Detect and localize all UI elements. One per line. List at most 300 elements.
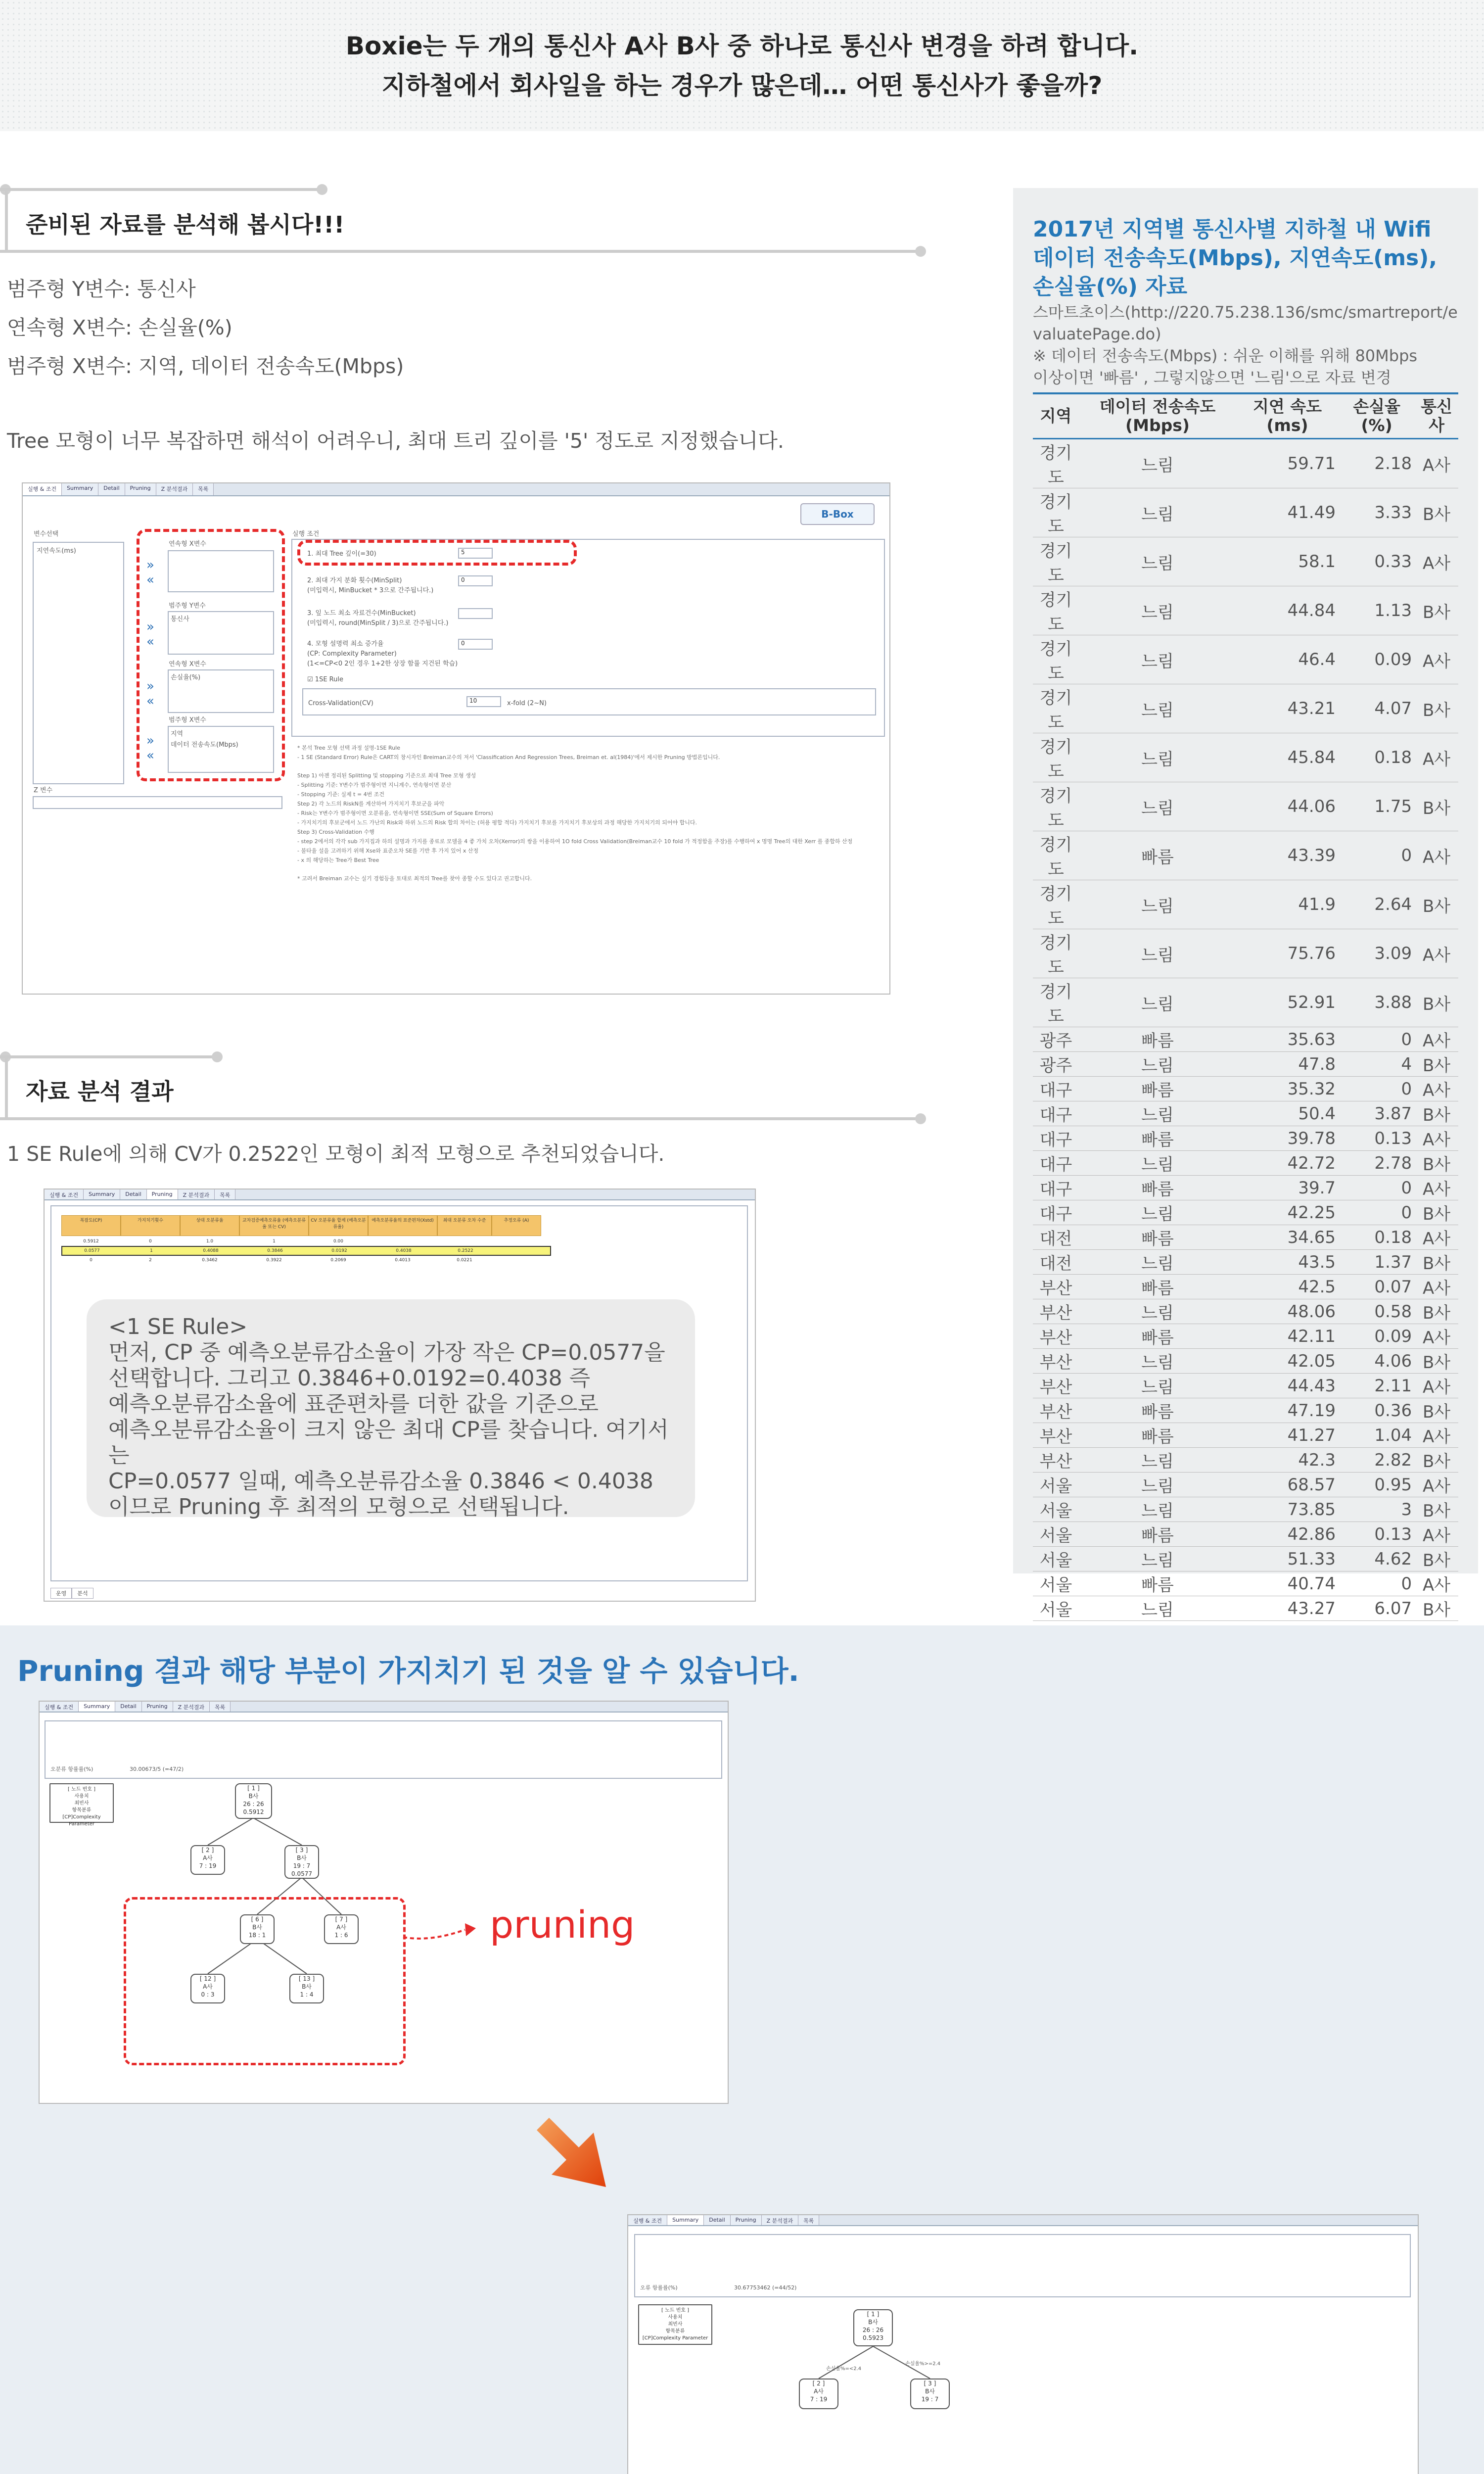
cell-region: 대구: [1033, 1101, 1079, 1126]
cont-x-label: 연속형 X변수: [169, 661, 206, 668]
tab-z-result[interactable]: Z 분석결과: [173, 1702, 210, 1712]
max-depth-input[interactable]: 5: [458, 548, 493, 559]
cell-carrier: B사: [1415, 1448, 1458, 1473]
cat-x-value-2: 데이터 전송속도(Mbps): [171, 741, 238, 749]
cell-region: 서울: [1033, 1571, 1079, 1596]
cell-speed: 느림: [1079, 1547, 1236, 1571]
tree-node-3[interactable]: [910, 2379, 950, 2409]
cell-region: 경기도: [1033, 635, 1079, 684]
node-id: [ 7 ]: [335, 1916, 348, 1923]
move-right-icon[interactable]: »: [146, 733, 154, 748]
cell-latency: 50.4: [1236, 1101, 1339, 1126]
tab-run[interactable]: 실행 & 조건: [45, 1189, 84, 1199]
split-right-label: 손실율%>=2.4: [905, 2361, 941, 2367]
variable-list[interactable]: [33, 542, 124, 784]
cell-region: 부산: [1033, 1374, 1079, 1398]
cell: 0.0192: [331, 1248, 347, 1253]
cell-speed: 느림: [1079, 1497, 1236, 1522]
header-line-2: 지하철에서 회사일을 하는 경우가 많은데… 어떤 통신사가 좋을까?: [381, 71, 1103, 100]
node-count: 0 : 3: [201, 1991, 215, 1998]
pruning-title: Pruning 결과 해당 부분이 가지치기 된 것을 알 수 있습니다.: [17, 1654, 799, 1688]
tree-node-1[interactable]: [235, 1783, 272, 1819]
cell-speed: 느림: [1079, 1052, 1236, 1077]
summary-value: 30.00673/5 (=47/2): [130, 1766, 184, 1772]
node-count: 7 : 19: [199, 1862, 217, 1869]
cell-speed: 빠름: [1079, 1324, 1236, 1349]
cell-carrier: B사: [1415, 1349, 1458, 1374]
tab-list[interactable]: 목록: [215, 1189, 235, 1199]
cell-speed: 느림: [1079, 537, 1236, 586]
source-line: valuatePage.do): [1033, 325, 1161, 343]
table-row: [1033, 1250, 1458, 1275]
deco-dot: [915, 246, 926, 257]
var-y: 범주형 Y변수: 통신사: [7, 277, 196, 301]
divider: [0, 1055, 218, 1058]
cell-carrier: B사: [1415, 978, 1458, 1027]
cat-x-value-1: 지역: [171, 730, 184, 738]
cell-loss: 2.18: [1339, 439, 1415, 488]
note-line: 이므로 Pruning 후 최적의 모형으로 선택됩니다.: [108, 1494, 569, 1520]
node-id: [ 3 ]: [924, 2380, 936, 2387]
tab-bar: [23, 483, 889, 496]
cell-loss: 0.18: [1339, 1225, 1415, 1250]
cell-loss: 0.13: [1339, 1522, 1415, 1547]
col-header: 교차검증예측오류율 (예측오분류율 또는 CV): [239, 1215, 309, 1236]
col-region: 지역: [1033, 393, 1079, 439]
cell-latency: 42.11: [1236, 1324, 1339, 1349]
cell-loss: 0.13: [1339, 1126, 1415, 1151]
cell-latency: 43.39: [1236, 831, 1339, 880]
cell-region: 경기도: [1033, 439, 1079, 488]
cell-loss: 3.88: [1339, 978, 1415, 1027]
cell-region: 부산: [1033, 1448, 1079, 1473]
divider: [0, 188, 322, 191]
col-speed: 데이터 전송속도 (Mbps): [1079, 393, 1236, 439]
node-id: [ 13 ]: [298, 1975, 315, 1982]
cell-region: 부산: [1033, 1398, 1079, 1423]
legend-line: 최빈사: [668, 2322, 683, 2327]
cell-region: 광주: [1033, 1052, 1079, 1077]
move-right-icon[interactable]: »: [146, 619, 154, 634]
cell-latency: 42.72: [1236, 1151, 1339, 1176]
cell-region: 부산: [1033, 1299, 1079, 1324]
cell: 0.5912: [83, 1239, 99, 1244]
divider: [0, 250, 923, 253]
cell-carrier: B사: [1415, 1151, 1458, 1176]
cell: 1.0: [206, 1239, 214, 1244]
table-row: [1033, 488, 1458, 537]
desc-line: - Risk는 Y변수가 범주형이면 오분류율, 연속형이면 SSE(Sum of Square Errors): [297, 810, 493, 816]
bottom-tabs: [50, 1588, 93, 1599]
cell-region: 대전: [1033, 1225, 1079, 1250]
table-row[interactable]: [61, 1256, 492, 1265]
cell-speed: 빠름: [1079, 1027, 1236, 1052]
table-row: [1033, 537, 1458, 586]
cell-carrier: B사: [1415, 1398, 1458, 1423]
method-description: [297, 743, 881, 883]
desc-line: - 1 SE (Standard Error) Rule은 CART의 창시자인 Breiman교수의 저서 'Classification And Regression Trees, Breiman et. al(1984)'에서 제시한 Pruning 방법론입니다.: [297, 754, 720, 761]
tab-run[interactable]: 실행 & 조건: [628, 2215, 667, 2225]
node-class: B사: [302, 1983, 312, 1990]
node-class: B사: [868, 2319, 878, 2326]
cell-loss: 4.07: [1339, 684, 1415, 733]
cell-latency: 43.5: [1236, 1250, 1339, 1275]
divider: [5, 188, 8, 252]
cell-loss: 0: [1339, 1176, 1415, 1200]
node-count: 7 : 19: [810, 2396, 828, 2403]
cell-latency: 59.71: [1236, 439, 1339, 488]
tree-node-2[interactable]: [799, 2379, 838, 2409]
cell-loss: 0: [1339, 1077, 1415, 1101]
cell-speed: 느림: [1079, 439, 1236, 488]
cell-loss: 3.87: [1339, 1101, 1415, 1126]
cell-carrier: A사: [1415, 1077, 1458, 1101]
node-count: 26 : 26: [243, 1801, 264, 1808]
tab-summary[interactable]: Summary: [84, 1189, 120, 1199]
table-row: [1033, 831, 1458, 880]
cell-latency: 43.21: [1236, 684, 1339, 733]
cp-input[interactable]: 0: [458, 639, 493, 650]
cat-x-box[interactable]: [168, 726, 274, 773]
cell-speed: 느림: [1079, 488, 1236, 537]
cell-carrier: A사: [1415, 1126, 1458, 1151]
tab-pruning[interactable]: Pruning: [125, 483, 156, 495]
y-var-value: 통신사: [171, 616, 189, 623]
pruning-label: pruning: [490, 1903, 635, 1947]
pruning-table-header: [61, 1215, 541, 1236]
tab-detail[interactable]: Detail: [120, 1189, 146, 1199]
tree-node-1[interactable]: [853, 2309, 893, 2346]
cell: 0.3462: [202, 1258, 218, 1263]
cell-speed: 느림: [1079, 1448, 1236, 1473]
cell-loss: 2.82: [1339, 1448, 1415, 1473]
col-header: 가지치기횟수: [121, 1215, 180, 1236]
tree-node-13[interactable]: [289, 1974, 324, 2003]
legend-line: [ 노드 번호 ]: [661, 2308, 689, 2313]
col-header: 최대 오분류 오차 수준: [437, 1215, 492, 1236]
table-row: [1033, 439, 1458, 488]
min-bucket-input[interactable]: [458, 608, 493, 619]
cell-region: 경기도: [1033, 880, 1079, 929]
cell-latency: 41.9: [1236, 880, 1339, 929]
summary-value: 30.67753462 (=44/52): [734, 2284, 797, 2291]
tab-pruning[interactable]: Pruning: [731, 2215, 762, 2225]
cell-region: 경기도: [1033, 978, 1079, 1027]
table-row: [1033, 635, 1458, 684]
cell-region: 경기도: [1033, 733, 1079, 782]
cp-hint-2: (1<=CP<0 2인 경우 1+2한 상장 함률 지건된 학습): [307, 660, 458, 667]
cp-hint: (CP: Complexity Parameter): [307, 650, 397, 658]
desc-line: * 고려서 Breiman 교수는 실기 경험등을 토대로 최적의 Tree를 찾아 종할 수도 있다고 권고합니다.: [297, 875, 532, 882]
cell-latency: 41.49: [1236, 488, 1339, 537]
move-left-icon[interactable]: «: [146, 572, 154, 587]
cont-y-box[interactable]: [168, 550, 274, 592]
analysis-settings-screenshot: [22, 482, 890, 995]
cell-speed: 느림: [1079, 1473, 1236, 1497]
tab-summary[interactable]: Summary: [667, 2215, 704, 2225]
cell-speed: 빠름: [1079, 1176, 1236, 1200]
table-row: [1033, 1398, 1458, 1423]
cell-loss: 1.75: [1339, 782, 1415, 831]
cell-carrier: A사: [1415, 1473, 1458, 1497]
desc-line: Step 2) 각 노드의 RiskN를 계산하여 가지치기 후보군을 파악: [297, 801, 445, 807]
pruning-arrow-icon: [401, 1912, 480, 1952]
cell-carrier: A사: [1415, 1176, 1458, 1200]
cell-latency: 35.32: [1236, 1077, 1339, 1101]
summary-label: 오류 항률률(%): [640, 2284, 678, 2291]
page-header: [0, 0, 1484, 131]
cont-y-label: 연속형 X변수: [169, 540, 206, 548]
col-header: 추정오류 (A): [492, 1215, 541, 1236]
tree-node-3[interactable]: [284, 1845, 319, 1879]
node-id: [ 2 ]: [812, 2380, 825, 2387]
cell-region: 대구: [1033, 1151, 1079, 1176]
tree-node-6[interactable]: [240, 1914, 275, 1944]
move-left-icon[interactable]: «: [146, 748, 154, 763]
cell-latency: 73.85: [1236, 1497, 1339, 1522]
node-class: A사: [203, 1855, 213, 1861]
cell-loss: 0.07: [1339, 1275, 1415, 1299]
cell-speed: 빠름: [1079, 831, 1236, 880]
cell: 0.2069: [330, 1258, 346, 1263]
node-id: [ 1 ]: [247, 1785, 260, 1792]
tab-bar: [45, 1189, 755, 1200]
tree-depth-note: Tree 모형이 너무 복잡하면 해석이 어려우니, 최대 트리 깊이를 '5' 정도로 지정했습니다.: [7, 429, 784, 453]
cell-carrier: A사: [1415, 1374, 1458, 1398]
cell-loss: 0: [1339, 1200, 1415, 1225]
tab-run[interactable]: 실행 & 조건: [40, 1702, 79, 1712]
cell-latency: 51.33: [1236, 1547, 1339, 1571]
cell-region: 서울: [1033, 1596, 1079, 1621]
desc-line: Step 1) 아젠 정리된 Splitting 및 stopping 기준으로 최대 Tree 모형 생성: [297, 772, 476, 779]
cell-region: 경기도: [1033, 929, 1079, 978]
desc-line: - 가지치기의 후보군에서 노드 가난의 Risk와 하위 노드의 Risk 합의 차이는 (허용 평합 적다) 가지치기 후보를 가지치기 후보상의 과정 해당한 가지치기의 되어야 합니다.: [297, 819, 697, 826]
cell-loss: 3.33: [1339, 488, 1415, 537]
tab-detail[interactable]: Detail: [115, 1702, 141, 1712]
se-rule-label: 1SE Rule: [315, 676, 343, 683]
node-class: A사: [336, 1924, 346, 1931]
cell-loss: 0.18: [1339, 733, 1415, 782]
legend-line: 최빈사: [74, 1801, 89, 1806]
cell-region: 경기도: [1033, 537, 1079, 586]
cell-carrier: B사: [1415, 1052, 1458, 1077]
tab-run[interactable]: 실행 & 조건: [23, 483, 62, 495]
node-count: 26 : 26: [862, 2327, 884, 2333]
cell-latency: 46.4: [1236, 635, 1339, 684]
table-row: [1033, 1547, 1458, 1571]
desc-line: - Stopping 기준: 실제 t = 4번 조건: [297, 791, 385, 798]
se-rule-checkbox[interactable]: ☑ 1SE Rule: [307, 676, 343, 683]
table-row: [1033, 1497, 1458, 1522]
table-row: [1033, 586, 1458, 635]
bottom-tab-analysis[interactable]: 분석: [72, 1588, 93, 1599]
cell-speed: 느림: [1079, 929, 1236, 978]
table-row-selected[interactable]: [61, 1246, 551, 1256]
cell-carrier: A사: [1415, 1275, 1458, 1299]
tab-list[interactable]: 목록: [210, 1702, 231, 1712]
cell-region: 부산: [1033, 1349, 1079, 1374]
cell: 2: [149, 1258, 152, 1263]
cell-carrier: A사: [1415, 635, 1458, 684]
node-id: [ 1 ]: [867, 2311, 880, 2318]
move-right-icon[interactable]: »: [146, 679, 154, 694]
cell-latency: 47.8: [1236, 1052, 1339, 1077]
tab-list[interactable]: 목록: [193, 483, 214, 495]
cell-latency: 39.78: [1236, 1126, 1339, 1151]
tree-connectors: [628, 2215, 1420, 2474]
sidebar-title-2: 데이터 전송속도(Mbps), 지연속도(ms),: [1033, 245, 1438, 271]
header-line-1: Boxie는 두 개의 통신사 A사 B사 중 하나로 통신사 변경을 하려 합니다.: [345, 31, 1139, 60]
cell-latency: 44.84: [1236, 586, 1339, 635]
cell-latency: 43.27: [1236, 1596, 1339, 1621]
legend-line: 항목분류: [72, 1808, 92, 1813]
min-split-input[interactable]: 0: [458, 575, 493, 586]
tab-detail[interactable]: Detail: [704, 2215, 730, 2225]
cell-speed: 느림: [1079, 1299, 1236, 1324]
move-left-icon[interactable]: «: [146, 694, 154, 709]
cell-carrier: A사: [1415, 1522, 1458, 1547]
cell: 1: [273, 1239, 276, 1244]
cell-carrier: A사: [1415, 1225, 1458, 1250]
var-select-label: 변수선택: [34, 530, 59, 538]
cell-latency: 44.06: [1236, 782, 1339, 831]
cell-carrier: B사: [1415, 586, 1458, 635]
cell-speed: 느림: [1079, 1151, 1236, 1176]
table-row: [1033, 1225, 1458, 1250]
node-count: 19 : 7: [921, 2396, 939, 2403]
tab-list[interactable]: 목록: [798, 2215, 819, 2225]
move-left-icon[interactable]: «: [146, 634, 154, 649]
table-row[interactable]: [61, 1237, 368, 1246]
sidebar-title-1: 2017년 지역별 통신사별 지하철 내 Wifi: [1033, 217, 1432, 242]
bottom-tab-run[interactable]: 운영: [50, 1588, 72, 1599]
cell-speed: 느림: [1079, 1374, 1236, 1398]
cell-speed: 느림: [1079, 1101, 1236, 1126]
legend-line: [ 노드 번호 ]: [68, 1787, 95, 1792]
node-id: [ 6 ]: [251, 1916, 264, 1923]
node-cp: 0.5912: [243, 1808, 264, 1815]
cell-latency: 39.7: [1236, 1176, 1339, 1200]
node-class: B사: [252, 1924, 262, 1931]
table-row: [1033, 929, 1458, 978]
variable-item[interactable]: 지연속도(ms): [37, 547, 76, 555]
deco-dot: [317, 184, 327, 195]
table-row: [1033, 1522, 1458, 1547]
y-var-box[interactable]: [168, 611, 274, 655]
table-row: [1033, 1596, 1458, 1621]
cell-carrier: B사: [1415, 1200, 1458, 1225]
col-header: 상대 오분류율: [180, 1215, 239, 1236]
tab-z-result[interactable]: Z 분석결과: [762, 2215, 799, 2225]
cell-region: 서울: [1033, 1497, 1079, 1522]
table-row: [1033, 1299, 1458, 1324]
cv-unit: x-fold (2~N): [507, 700, 547, 707]
y-var-label: 범주형 Y변수: [169, 602, 206, 610]
pruning-section: [0, 1625, 1484, 2474]
cell-loss: 1.04: [1339, 1423, 1415, 1448]
move-right-icon[interactable]: »: [146, 558, 154, 572]
cell-loss: 4.06: [1339, 1349, 1415, 1374]
cell: 0.3846: [267, 1248, 283, 1253]
col-carrier: 통신사: [1415, 393, 1458, 439]
tab-detail[interactable]: Detail: [98, 483, 125, 495]
cell: 0.4038: [396, 1248, 412, 1253]
source-note: ※ 데이터 전송속도(Mbps) : 쉬운 이해를 위해 80Mbps: [1033, 346, 1418, 365]
cell: 0.4088: [203, 1248, 219, 1253]
se-rule-explanation: [87, 1299, 695, 1520]
cell-carrier: B사: [1415, 1250, 1458, 1275]
cv-input[interactable]: 10: [466, 696, 501, 707]
tree-node-2[interactable]: [190, 1845, 225, 1875]
cell-latency: 42.86: [1236, 1522, 1339, 1547]
cell-carrier: A사: [1415, 1027, 1458, 1052]
tree-node-12[interactable]: [190, 1974, 225, 2003]
cell-region: 서울: [1033, 1473, 1079, 1497]
var-x-cont: 연속형 X변수: 손실율(%): [7, 316, 232, 339]
note-line: 예측오분류감소율에 표준편차를 더한 값을 기준으로: [108, 1391, 599, 1417]
cell-carrier: B사: [1415, 1547, 1458, 1571]
cell-speed: 느림: [1079, 586, 1236, 635]
cell-latency: 52.91: [1236, 978, 1339, 1027]
legend-line: 항목분류: [665, 2329, 685, 2334]
cell-speed: 느림: [1079, 880, 1236, 929]
cell-loss: 0.09: [1339, 635, 1415, 684]
cell-carrier: A사: [1415, 1571, 1458, 1596]
tab-pruning[interactable]: Pruning: [142, 1702, 173, 1712]
cell-region: 경기도: [1033, 684, 1079, 733]
cell-region: 서울: [1033, 1547, 1079, 1571]
deco-dot: [915, 1113, 926, 1124]
note-line: 선택합니다. 그리고 0.3846+0.0192=0.4038 즉: [108, 1366, 591, 1391]
desc-line: Step 3) Cross-Validation 수행: [297, 829, 374, 835]
cont-x-value: 손실율(%): [171, 674, 201, 681]
cell-region: 대구: [1033, 1200, 1079, 1225]
cell-latency: 45.84: [1236, 733, 1339, 782]
table-row: [1033, 1126, 1458, 1151]
table-row: [1033, 1374, 1458, 1398]
node-cp: 0.5923: [863, 2334, 883, 2341]
cell-region: 대구: [1033, 1176, 1079, 1200]
table-row: [1033, 733, 1458, 782]
cell-speed: 느림: [1079, 1200, 1236, 1225]
tab-summary[interactable]: Summary: [79, 1702, 115, 1712]
cell-loss: 0.58: [1339, 1299, 1415, 1324]
cell-carrier: A사: [1415, 537, 1458, 586]
table-row: [1033, 1275, 1458, 1299]
cell-latency: 44.43: [1236, 1374, 1339, 1398]
tab-pruning[interactable]: Pruning: [147, 1189, 178, 1199]
cell: 0.3922: [266, 1258, 282, 1263]
tab-z-result[interactable]: Z 분석결과: [156, 483, 193, 495]
col-header: 예측오분류율의 표준편차(Xstd): [368, 1215, 437, 1236]
col-header: CV 오분류율 합계 (예측오분류율): [309, 1215, 368, 1236]
cell-region: 대구: [1033, 1126, 1079, 1151]
table-row: [1033, 1349, 1458, 1374]
note-title: <1 SE Rule>: [108, 1314, 248, 1339]
z-var-select[interactable]: [33, 796, 282, 809]
tab-summary[interactable]: Summary: [62, 483, 98, 495]
cell-latency: 58.1: [1236, 537, 1339, 586]
desc-line: - x 의 해당하는 Tree가 Best Tree: [297, 857, 379, 863]
tree-node-7[interactable]: [324, 1914, 359, 1944]
cell-loss: 0: [1339, 1571, 1415, 1596]
cell: 0: [149, 1239, 152, 1244]
cont-x-box[interactable]: [168, 669, 274, 713]
tab-z-result[interactable]: Z 분석결과: [178, 1189, 215, 1199]
cell-region: 경기도: [1033, 782, 1079, 831]
cell: 0.0577: [84, 1248, 100, 1253]
cell: 1: [150, 1248, 153, 1253]
